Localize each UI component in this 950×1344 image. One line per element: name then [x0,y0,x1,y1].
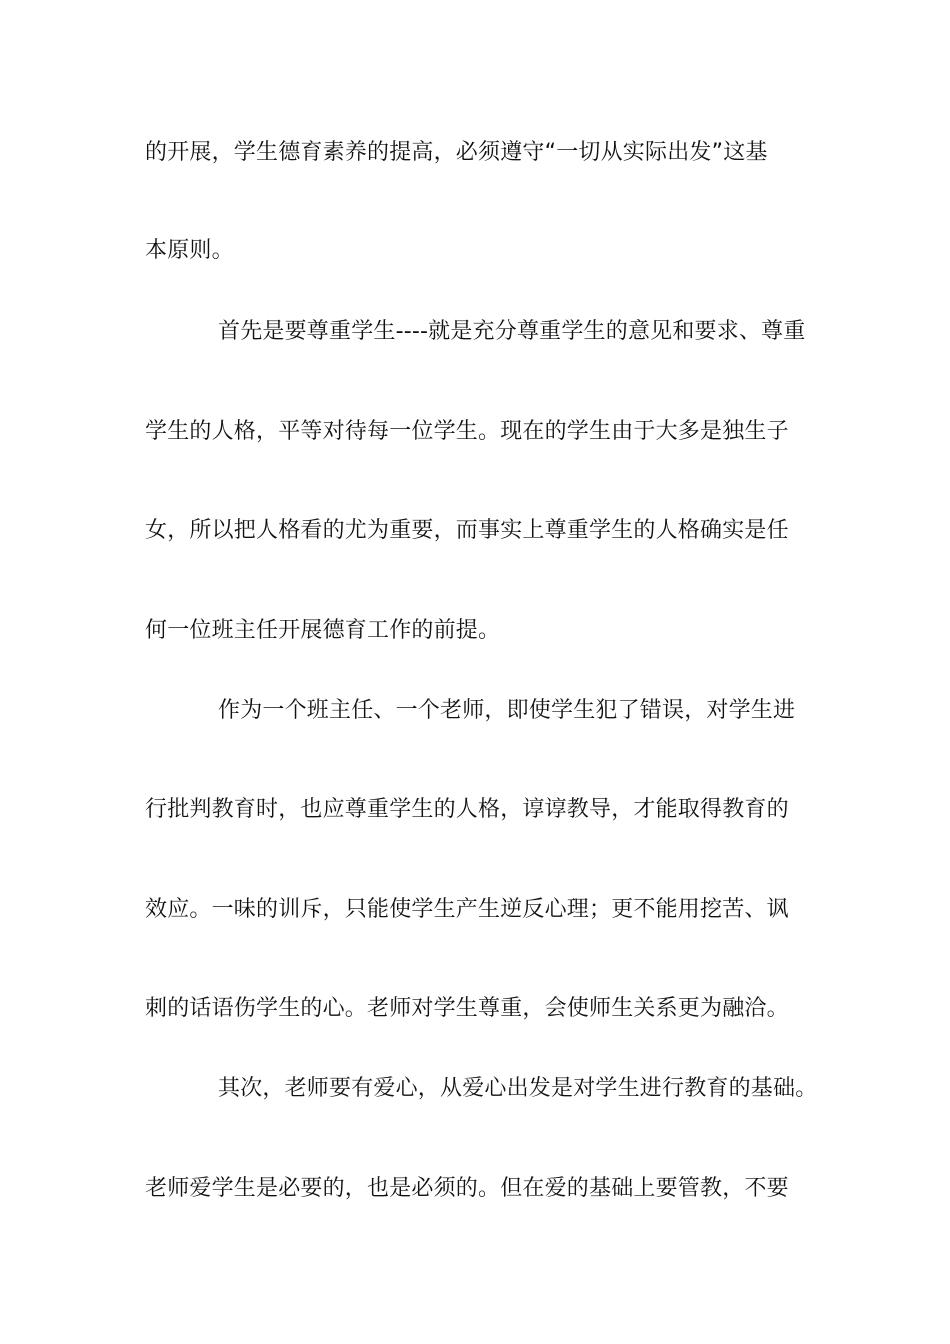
paragraph-start-line: 首先是要尊重学生----就是充分尊重学生的意见和要求、尊重 [218,319,806,344]
text-line: 女，所以把人格看的尤为重要，而事实上尊重学生的人格确实是任 [145,518,789,543]
text-line: 学生的人格，平等对待每一位学生。现在的学生由于大多是独生子 [145,419,789,444]
paragraph-start-line: 作为一个班主任、一个老师，即使学生犯了错误，对学生进 [218,698,796,723]
text-line: 老师爱学生是必要的，也是必须的。但在爱的基础上要管教，不要 [145,1176,789,1201]
paragraph-start-line: 其次，老师要有爱心，从爱心出发是对学生进行教育的基础。 [218,1076,818,1101]
text-line: 效应。一味的训斥，只能使学生产生逆反心理；更不能用挖苦、讽 [145,897,789,922]
text-line: 刺的话语伤学生的心。老师对学生尊重，会使师生关系更为融洽。 [145,996,789,1021]
text-line: 行批判教育时，也应尊重学生的人格，谆谆教导，才能取得教育的 [145,797,789,822]
text-line: 的开展，学生德育素养的提高，必须遵守“一切从实际出发”这基 [145,140,768,165]
text-line: 本原则。 [145,238,234,263]
text-line: 何一位班主任开展德育工作的前提。 [145,618,501,643]
